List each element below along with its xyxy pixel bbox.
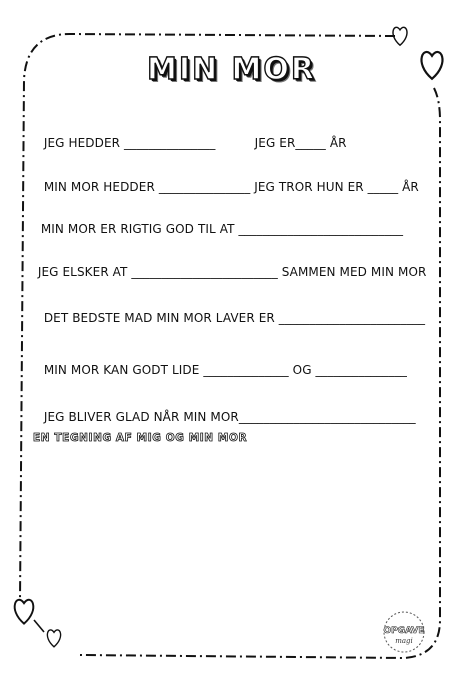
heart-icon xyxy=(393,27,407,45)
heart-icon xyxy=(47,630,60,647)
worksheet-line-name: JEG HEDDER _______________ JEG ER_____ ÅR xyxy=(43,136,347,150)
fill-in-blank[interactable]: ______________ xyxy=(203,363,289,377)
fill-in-blank[interactable]: _______________ xyxy=(158,180,251,194)
heart-icon xyxy=(15,600,34,624)
logo-subtext: magi xyxy=(395,637,413,645)
worksheet-line-good-at: MIN MOR ER RIGTIG GOD TIL AT ___________________________ xyxy=(40,222,404,236)
fill-in-blank[interactable]: ___________________________ xyxy=(238,222,404,236)
worksheet-line-happy-when: JEG BLIVER GLAD NÅR MIN MOR_____________________________ xyxy=(43,410,416,424)
worksheet-line-love-to: JEG ELSKER AT ________________________ SAMMEN MED MIN MOR xyxy=(37,265,427,279)
worksheet-line-best-food: DET BEDSTE MAD MIN MOR LAVER ER ________________________ xyxy=(43,311,426,325)
fill-in-blank[interactable]: _______________ xyxy=(315,363,408,377)
fill-in-blank[interactable]: _____ xyxy=(367,180,399,194)
opgave-magi-logo xyxy=(381,609,427,655)
fill-in-blank[interactable]: _____________________________ xyxy=(238,410,416,424)
page-title: MIN MOR xyxy=(146,52,317,87)
worksheet-line-likes: MIN MOR KAN GODT LIDE ______________ OG _______________ xyxy=(43,363,408,377)
fill-in-blank[interactable]: _____ xyxy=(295,136,326,150)
fill-in-blank[interactable]: ________________________ xyxy=(131,265,278,279)
worksheet-line-mother-name: MIN MOR HEDDER _______________ JEG TROR HUN ER _____ ÅR xyxy=(43,180,419,194)
drawing-label: EN TEGNING AF MIG OG MIN MOR xyxy=(33,432,248,444)
logo-text: OPGAVE xyxy=(383,626,425,636)
fill-in-blank[interactable]: _______________ xyxy=(124,136,216,150)
fill-in-blank[interactable]: ________________________ xyxy=(278,311,426,325)
